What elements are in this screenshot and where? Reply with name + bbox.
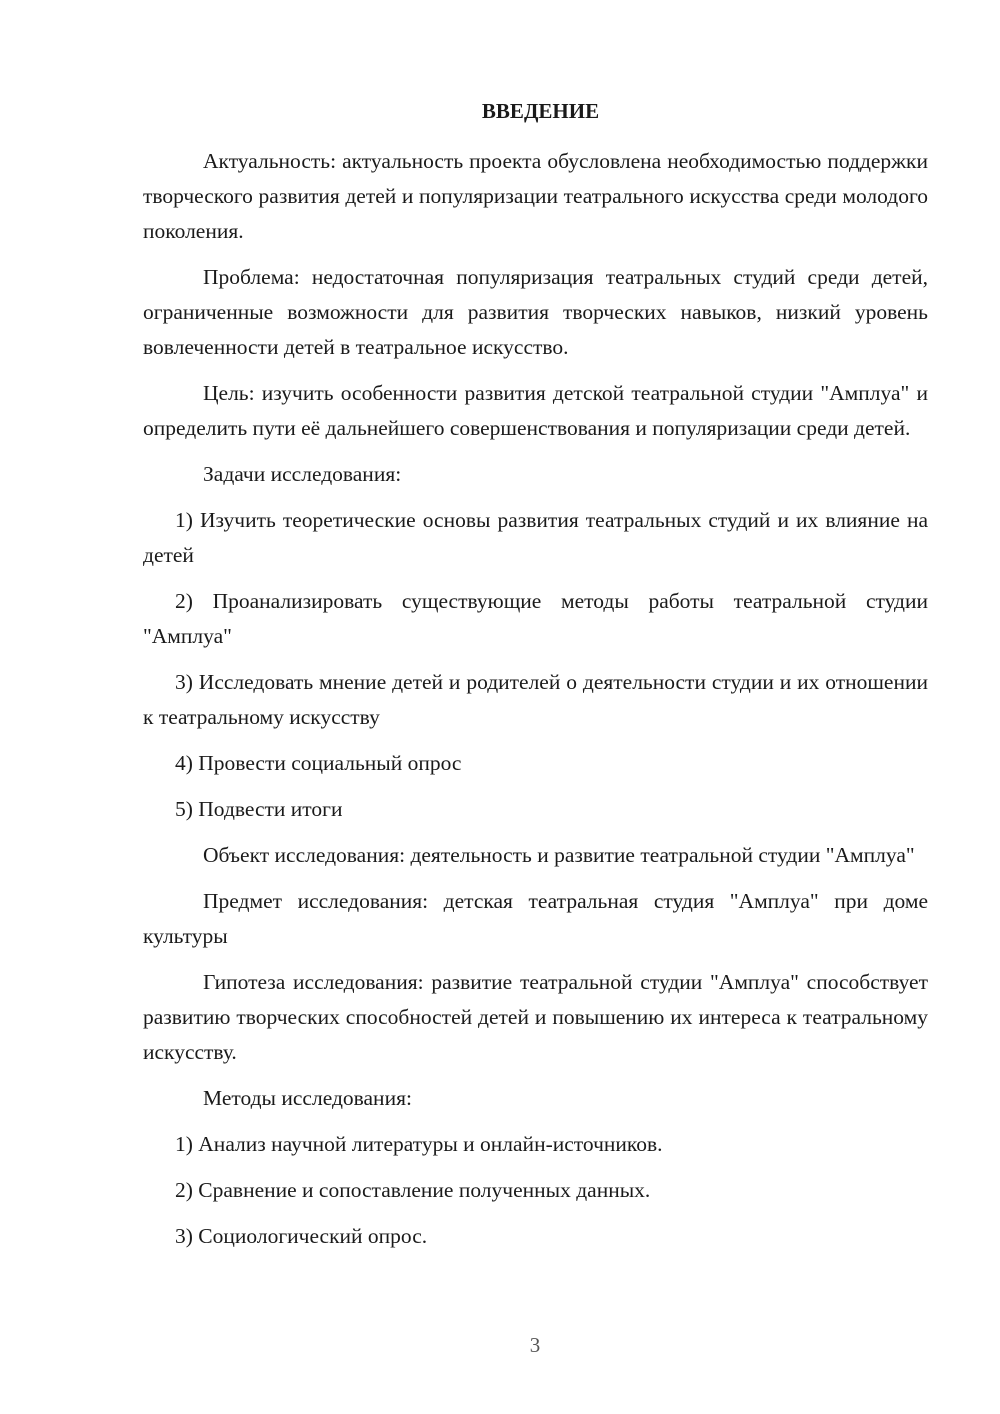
paragraph-goal: Цель: изучить особенности развития детской театральной студии "Амплуа" и определить пути её дальнейшего совершенствования и популяризации среди детей.: [143, 381, 928, 440]
paragraph-relevance: Актуальность: актуальность проекта обусловлена необходимостью поддержки творческого развития детей и популяризации театрального искусства среди молодого поколения.: [143, 149, 928, 243]
document-page: [143, 94, 928, 1265]
page-title-text: ВВЕДЕНИЕ: [481, 99, 600, 123]
task-item-4: 4) Провести социальный опрос: [175, 751, 462, 775]
method-item-1: 1) Анализ научной литературы и онлайн-источников.: [175, 1132, 663, 1156]
task-item-5: 5) Подвести итоги: [175, 797, 343, 821]
task-item-1: 1) Изучить теоретические основы развития театральных студий и их влияние на детей: [143, 508, 928, 567]
paragraph-subject: Предмет исследования: детская театральная студия "Амплуа" при доме культуры: [143, 889, 928, 948]
page-number: 3: [529, 1333, 541, 1357]
methods-heading: Методы исследования:: [203, 1086, 412, 1110]
tasks-heading: Задачи исследования:: [203, 462, 402, 486]
paragraph-object: Объект исследования: деятельность и развитие театральной студии "Амплуа": [203, 843, 915, 867]
method-item-3: 3) Социологический опрос.: [175, 1224, 428, 1248]
page-title: [143, 94, 928, 129]
task-item-2: 2) Проанализировать существующие методы работы театральной студии "Амплуа": [143, 589, 928, 648]
task-item-3: 3) Исследовать мнение детей и родителей о деятельности студии и их отношении к театральному искусству: [143, 670, 928, 729]
paragraph-problem: Проблема: недостаточная популяризация театральных студий среди детей, ограниченные возможности для развития творческих навыков, низкий уровень вовлеченности детей в театральное искусство.: [143, 265, 928, 359]
paragraph-hypothesis: Гипотеза исследования: развитие театральной студии "Амплуа" способствует развитию творческих способностей детей и повышению их интереса к театральному искусству.: [143, 970, 928, 1064]
method-item-2: 2) Сравнение и сопоставление полученных данных.: [175, 1178, 651, 1202]
